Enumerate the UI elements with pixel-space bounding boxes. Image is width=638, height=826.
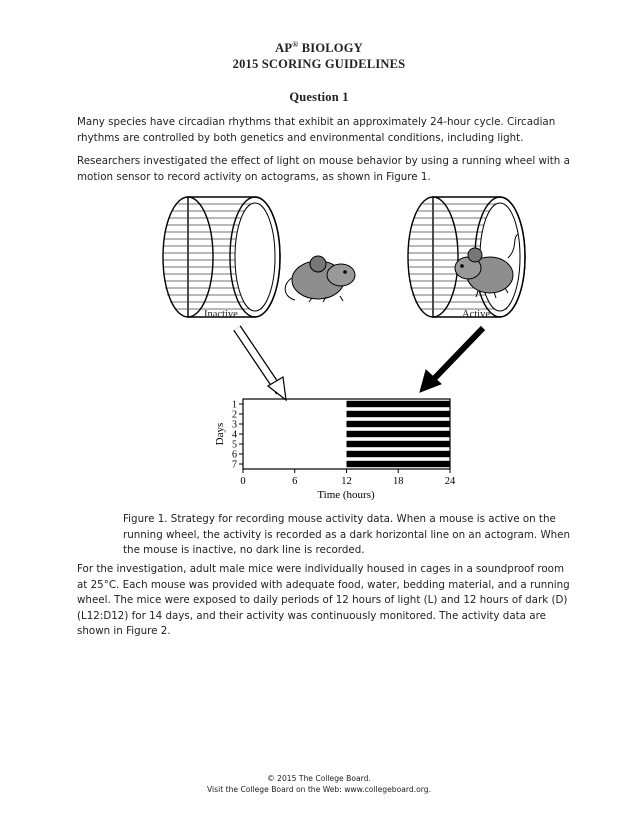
actogram-chart bbox=[210, 395, 475, 505]
y-tick-label-day-2: 2 bbox=[232, 409, 237, 421]
y-tick-label-day-6: 6 bbox=[232, 449, 237, 461]
x-tick-label-18: 18 bbox=[393, 476, 404, 487]
footer-website: Visit the College Board on the Web: www.collegeboard.org. bbox=[207, 785, 431, 794]
actogram-x-ticks bbox=[240, 469, 456, 487]
actogram-bars bbox=[347, 401, 451, 467]
y-tick-label-day-7: 7 bbox=[232, 459, 237, 471]
activity-bar-day-3 bbox=[347, 421, 451, 427]
activity-bar-day-6 bbox=[347, 451, 451, 457]
figure-1-caption: Figure 1. Strategy for recording mouse activity data. When a mouse is active on the running wheel, the activity is recorded as a dark horizontal line on an actogram. When the mouse is inactive, no dark line is recorded. bbox=[123, 513, 571, 556]
y-tick-label-day-4: 4 bbox=[232, 429, 237, 441]
activity-bar-day-7 bbox=[347, 461, 451, 467]
y-tick-label-day-5: 5 bbox=[232, 439, 237, 451]
y-tick-label-day-1: 1 bbox=[232, 399, 237, 411]
y-tick-label-day-3: 3 bbox=[232, 419, 237, 431]
actogram-y-ticks bbox=[232, 400, 243, 471]
activity-bar-day-5 bbox=[347, 441, 451, 447]
x-tick-label-0: 0 bbox=[240, 476, 246, 487]
x-tick-label-6: 6 bbox=[292, 476, 298, 487]
running-wheel-left bbox=[163, 197, 280, 317]
actogram-y-axis-label: Days bbox=[214, 422, 226, 446]
activity-bar-day-4 bbox=[347, 431, 451, 437]
label-active: Active bbox=[462, 309, 490, 320]
question-heading: Question 1 bbox=[289, 90, 349, 104]
actogram-x-axis-label: Time (hours) bbox=[317, 489, 375, 501]
x-tick-label-12: 12 bbox=[341, 476, 352, 487]
intro-paragraph: Many species have circadian rhythms that exhibit an approximately 24-hour cycle. Circadian rhythms are controlled by both genetics and environmental conditions, including light. bbox=[77, 116, 556, 144]
x-tick-label-24: 24 bbox=[444, 476, 456, 487]
activity-bar-day-2 bbox=[347, 411, 451, 417]
title-ap-biology: AP® BIOLOGY bbox=[275, 40, 363, 56]
activity-bar-day-1 bbox=[347, 401, 451, 407]
label-inactive: Inactive bbox=[204, 309, 238, 320]
title-scoring-guidelines: 2015 SCORING GUIDELINES bbox=[232, 57, 406, 71]
method-paragraph: Researchers investigated the effect of light on mouse behavior by using a running wheel with a motion sensor to record activity on actograms, as shown in Figure 1. bbox=[77, 155, 570, 183]
footer-copyright: © 2015 The College Board. bbox=[267, 774, 371, 783]
mouse-inactive bbox=[285, 256, 355, 302]
investigation-paragraph: For the investigation, adult male mice were individually housed in cages in a soundproof room at 25°C. Each mouse was provided with adequate food, water, bedding material, and a running wheel. The mice were exposed to daily periods of 12 hours of light (L) and 12 hours of dark (D) (L12:D12) for 14 days, and their activity was continuously monitored. The activity data are shown in Figure 2. bbox=[77, 563, 570, 637]
